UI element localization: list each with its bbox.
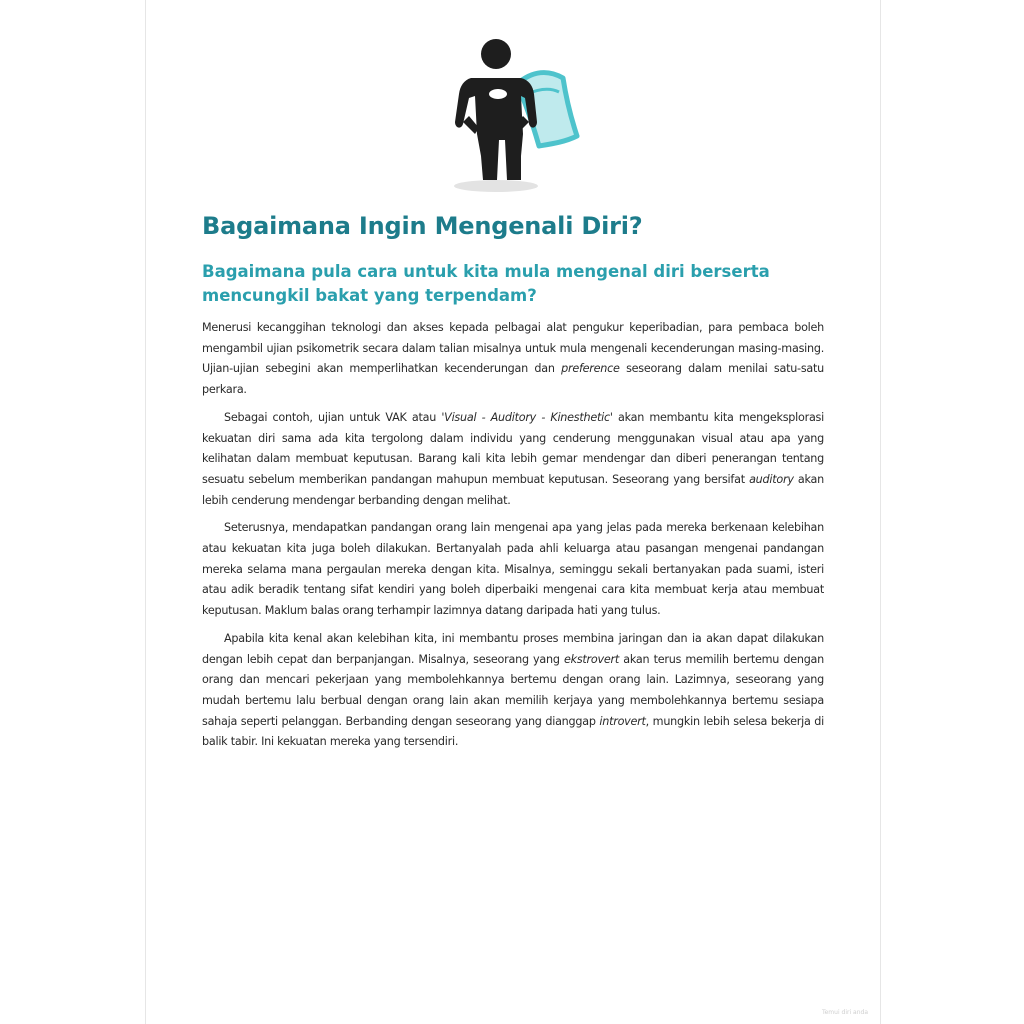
document-page bbox=[145, 0, 881, 1024]
superhero-with-cape-icon bbox=[441, 36, 581, 196]
paragraph-2: Sebagai contoh, ujian untuk VAK atau 'Visual - Auditory - Kinesthetic' akan membantu kita mengeksplorasi kekuatan diri sama ada kita tergolong dalam individu yang cenderung menggunakan visual atau apa yang kelihatan dalam membuat keputusan. Barang kali kita lebih gemar mendengar dan diberi penerangan tentang sesuatu sebelum memberikan pandangan mahupun membuat keputusan. Seseorang yang bersifat auditory akan lebih cenderung mendengar berbanding dengan melihat. bbox=[202, 410, 824, 507]
page-subtitle: Bagaimana pula cara untuk kita mula mengenal diri berserta mencungkil bakat yang terpendam? bbox=[202, 262, 770, 305]
emphasis-text: introvert bbox=[599, 714, 646, 728]
paragraph-4: Apabila kita kenal akan kelebihan kita, ini membantu proses membina jaringan dan ia akan dapat dilakukan dengan lebih cepat dan berpanjangan. Misalnya, seseorang yang ekstrovert akan terus memilih bertemu dengan orang dan mencari pekerjaan yang membolehkannya bertemu dengan orang lain. Lazimnya, seseorang yang mudah bertemu lalu berbual dengan orang lain akan memilih kerjaya yang membolehkannya bertemu sesiapa sahaja seperti pelanggan. Berbanding dengan seseorang yang dianggap introvert, mungkin lebih selesa bekerja di balik tabir. Ini kekuatan mereka yang tersendiri. bbox=[202, 631, 824, 749]
page-footer: Temui diri anda bbox=[821, 1009, 868, 1016]
emphasis-text: Visual - Auditory - Kinesthetic bbox=[444, 410, 610, 424]
paragraph-3: Seterusnya, mendapatkan pandangan orang lain mengenai apa yang jelas pada mereka berkenaan kelebihan atau kekuatan kita juga boleh dilakukan. Bertanyalah pada ahli keluarga atau pasangan mengenai pandangan mereka selama mana pergaulan mereka dengan kita. Misalnya, seminggu sekali bertanyakan pada suami, isteri atau adik beradik tentang sifat kendiri yang boleh diperbaiki mengenai cara kita membuat kerja atau membuat keputusan. Maklum balas orang terhampir lazimnya datang daripada hati yang tulus. bbox=[202, 521, 824, 618]
article-body bbox=[202, 318, 824, 760]
paragraph-1: Menerusi kecanggihan teknologi dan akses kepada pelbagai alat pengukur keperibadian, para pembaca boleh mengambil ujian psikometrik secara dalam talian misalnya untuk mula mengenali kecenderungan masing-masing. Ujian-ujian sebegini akan memperlihatkan kecenderungan dan preference seseorang dalam menilai satu-satu perkara. bbox=[202, 321, 824, 397]
emphasis-text: preference bbox=[561, 362, 620, 376]
page-title: Bagaimana Ingin Mengenali Diri? bbox=[202, 212, 643, 240]
emphasis-text: auditory bbox=[749, 472, 794, 486]
emphasis-text: ekstrovert bbox=[563, 652, 619, 666]
